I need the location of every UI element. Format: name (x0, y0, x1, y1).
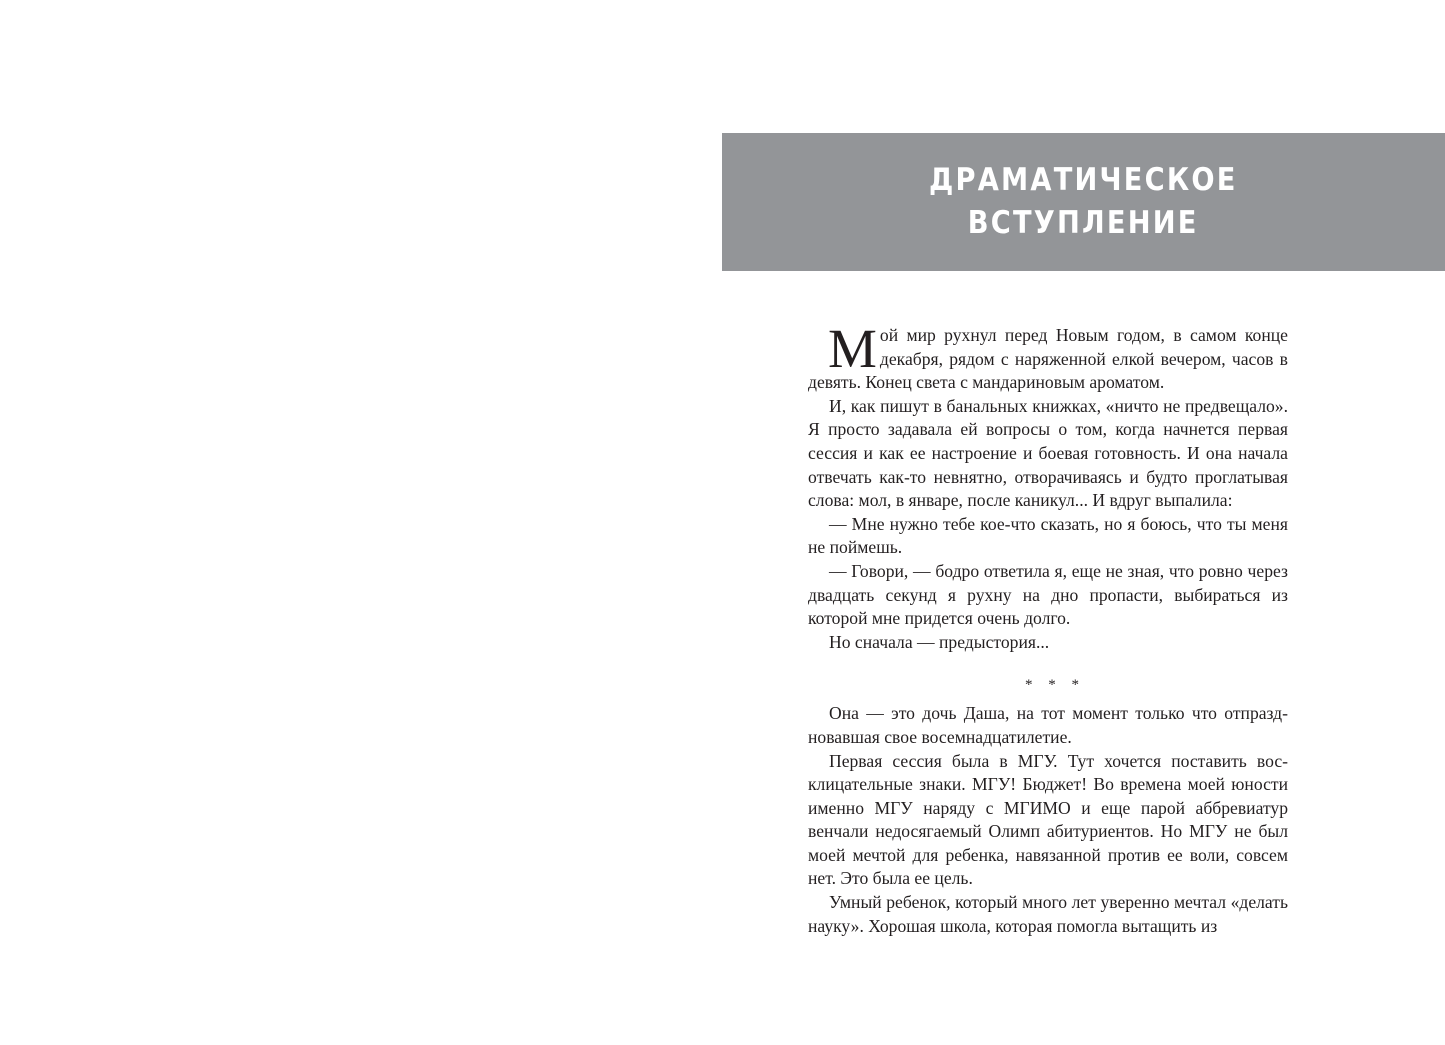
section-separator: * * * (1025, 677, 1085, 694)
right-page (722, 0, 1445, 1045)
paragraph: Она — это дочь Даша, на тот момент только что отпраздновавшая свое восемнадцатилетие. (808, 703, 1288, 747)
paragraph: И, как пишут в банальных книжках, «ничто не предвещало». Я просто задавала ей вопросы о том, когда начнется первая сессия и как ее настроение и боевая готовность. И она начала отвечать как-то невнятно, отворачиваясь и будто проглатывая слова: мол, в январе, после каникул... И вдруг выпалила: (808, 395, 1288, 511)
paragraph: Первая сессия была в МГУ. Тут хочется поставить восклицательные знаки. МГУ! Бюджет! Во времена моей юности именно МГУ наряду с МГИМО и еще парой аббревиатур венчали недосягаемый Олимп абитуриентов. Но МГУ не был моей мечтой для ребенка, навязанной против ее воли, совсем нет. Это была ее цель. (808, 750, 1288, 889)
paragraph-opening (808, 318, 1288, 395)
paragraph-opening-text: ой мир рухнул перед Новым годом, в самом конце декабря, рядом с наряженной елкой вечером, часов в девять. Конец света с мандариновым ароматом. (808, 325, 1288, 393)
body-text (808, 318, 1288, 938)
chapter-title-line-2: ВСТУПЛЕНИЕ (968, 205, 1199, 241)
paragraph-dialogue: — Говори, — бодро ответила я, еще не зная, что ровно через двадцать секунд я рухну на дно пропасти, выбираться из которой мне придется очень долго. (808, 560, 1288, 629)
paragraph-dialogue: — Мне нужно тебе кое-что сказать, но я боюсь, что ты меня не поймешь. (808, 513, 1288, 558)
drop-cap: М (828, 318, 877, 379)
chapter-title-line-1: ДРАМАТИЧЕСКОЕ (929, 162, 1238, 198)
left-page (0, 0, 722, 1045)
chapter-title-banner (722, 133, 1445, 271)
paragraph: Умный ребенок, который много лет уверенно мечтал «делать науку». Хорошая школа, которая помогла вытащить из (808, 892, 1288, 936)
paragraph: Но сначала — предыстория... (829, 631, 1050, 652)
